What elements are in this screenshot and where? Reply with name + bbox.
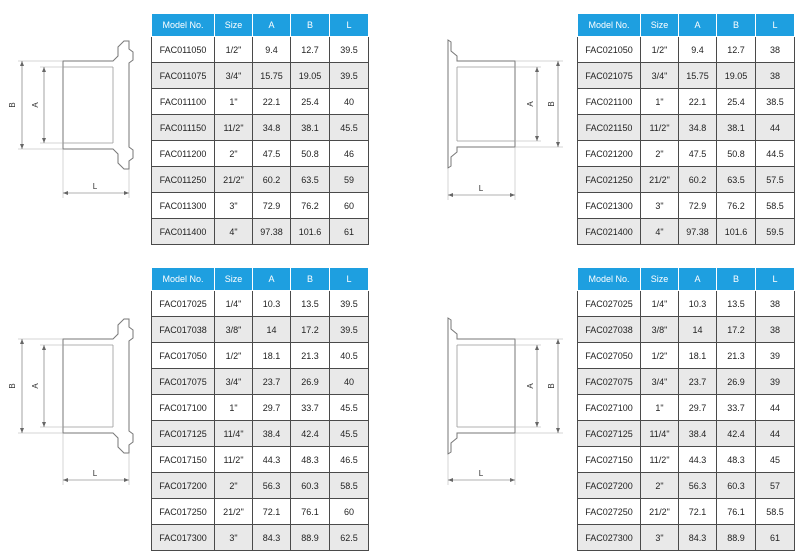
ferrule-drawing-svg xyxy=(445,30,570,205)
header-size: Size xyxy=(641,268,679,291)
dim-label-l: L xyxy=(478,469,484,478)
cell-a: 18.1 xyxy=(679,343,717,369)
cell-a: 18.1 xyxy=(253,343,291,369)
cell-l: 39 xyxy=(756,343,795,369)
cell-b: 48.3 xyxy=(291,447,330,473)
header-b: B xyxy=(291,14,330,37)
table-row xyxy=(578,291,795,317)
cell-a: 23.7 xyxy=(679,369,717,395)
cell-b: 13.5 xyxy=(717,291,756,317)
table-row xyxy=(152,193,369,219)
table-row xyxy=(578,447,795,473)
cell-a: 97.38 xyxy=(679,219,717,245)
cell-a: 22.1 xyxy=(253,89,291,115)
cell-l: 40.5 xyxy=(330,343,369,369)
table-row xyxy=(152,447,369,473)
cell-a: 44.3 xyxy=(679,447,717,473)
table-row xyxy=(152,525,369,551)
header-l: L xyxy=(756,268,795,291)
cell-b: 63.5 xyxy=(717,167,756,193)
table-row xyxy=(152,343,369,369)
cell-l: 44 xyxy=(756,395,795,421)
cell-b: 17.2 xyxy=(291,317,330,343)
header-model-no: Model No. xyxy=(152,14,215,37)
cell-a: 60.2 xyxy=(253,167,291,193)
cell-b: 76.2 xyxy=(717,193,756,219)
cell-b: 33.7 xyxy=(717,395,756,421)
cell-size: 3/8" xyxy=(641,317,679,343)
table-row xyxy=(578,343,795,369)
cell-model: FAC017250 xyxy=(152,499,215,525)
cell-l: 45.5 xyxy=(330,115,369,141)
cell-a: 97.38 xyxy=(253,219,291,245)
cell-model: FAC027050 xyxy=(578,343,641,369)
dim-label-b: B xyxy=(547,383,556,389)
cell-size: 3" xyxy=(215,193,253,219)
cell-model: FAC027300 xyxy=(578,525,641,551)
cell-l: 57 xyxy=(756,473,795,499)
cell-model: FAC027150 xyxy=(578,447,641,473)
cell-a: 15.75 xyxy=(679,63,717,89)
cell-b: 48.3 xyxy=(717,447,756,473)
table-row xyxy=(152,219,369,245)
cell-a: 72.9 xyxy=(253,193,291,219)
cell-size: 3" xyxy=(215,525,253,551)
table-row xyxy=(152,421,369,447)
cell-b: 33.7 xyxy=(291,395,330,421)
dim-label-a: A xyxy=(526,383,535,389)
cell-model: FAC011200 xyxy=(152,141,215,167)
table-row xyxy=(578,473,795,499)
cell-a: 14 xyxy=(679,317,717,343)
cell-size: 21/2" xyxy=(215,167,253,193)
cell-l: 39.5 xyxy=(330,317,369,343)
cell-b: 38.1 xyxy=(291,115,330,141)
cell-b: 50.8 xyxy=(717,141,756,167)
table-row xyxy=(152,115,369,141)
dim-label-a: A xyxy=(31,102,40,108)
header-b: B xyxy=(717,14,756,37)
cell-l: 40 xyxy=(330,369,369,395)
ferrule-drawing-fac027 xyxy=(445,293,570,493)
table-row xyxy=(152,63,369,89)
cell-size: 21/2" xyxy=(641,167,679,193)
cell-a: 15.75 xyxy=(253,63,291,89)
spec-table-fac021 xyxy=(577,13,795,245)
cell-size: 4" xyxy=(641,219,679,245)
cell-size: 1/2" xyxy=(215,37,253,63)
cell-l: 60 xyxy=(330,193,369,219)
spec-table-fac027 xyxy=(577,267,795,551)
cell-l: 44 xyxy=(756,421,795,447)
header-size: Size xyxy=(641,14,679,37)
cell-size: 1" xyxy=(641,89,679,115)
cell-b: 60.3 xyxy=(717,473,756,499)
header-b: B xyxy=(291,268,330,291)
table-row xyxy=(578,115,795,141)
cell-b: 17.2 xyxy=(717,317,756,343)
cell-l: 61 xyxy=(756,525,795,551)
cell-model: FAC017075 xyxy=(152,369,215,395)
cell-size: 11/2" xyxy=(641,115,679,141)
cell-model: FAC017038 xyxy=(152,317,215,343)
table-row xyxy=(152,37,369,63)
cell-b: 88.9 xyxy=(291,525,330,551)
table-row xyxy=(578,421,795,447)
dim-label-l: L xyxy=(92,182,98,191)
header-a: A xyxy=(253,268,291,291)
cell-b: 12.7 xyxy=(291,37,330,63)
cell-size: 2" xyxy=(641,473,679,499)
cell-model: FAC021050 xyxy=(578,37,641,63)
cell-model: FAC011250 xyxy=(152,167,215,193)
dim-label-l: L xyxy=(478,184,484,193)
cell-size: 1/4" xyxy=(641,291,679,317)
header-l: L xyxy=(330,268,369,291)
cell-model: FAC017125 xyxy=(152,421,215,447)
cell-a: 9.4 xyxy=(679,37,717,63)
ferrule-drawing-fac021 xyxy=(445,30,570,205)
table-row xyxy=(578,525,795,551)
cell-b: 76.1 xyxy=(291,499,330,525)
cell-b: 19.05 xyxy=(291,63,330,89)
cell-size: 2" xyxy=(215,141,253,167)
cell-l: 38 xyxy=(756,63,795,89)
cell-a: 72.1 xyxy=(679,499,717,525)
cell-a: 84.3 xyxy=(679,525,717,551)
table-row xyxy=(152,369,369,395)
cell-a: 29.7 xyxy=(679,395,717,421)
cell-model: FAC017150 xyxy=(152,447,215,473)
cell-b: 63.5 xyxy=(291,167,330,193)
table-row xyxy=(578,37,795,63)
cell-b: 42.4 xyxy=(291,421,330,447)
cell-model: FAC011150 xyxy=(152,115,215,141)
cell-l: 45 xyxy=(756,447,795,473)
cell-l: 58.5 xyxy=(756,499,795,525)
cell-size: 3/4" xyxy=(641,369,679,395)
table-row xyxy=(152,499,369,525)
table-row xyxy=(152,317,369,343)
cell-b: 25.4 xyxy=(291,89,330,115)
cell-l: 59 xyxy=(330,167,369,193)
cell-size: 11/2" xyxy=(215,115,253,141)
cell-l: 58.5 xyxy=(330,473,369,499)
cell-l: 60 xyxy=(330,499,369,525)
cell-size: 1" xyxy=(215,89,253,115)
cell-size: 21/2" xyxy=(215,499,253,525)
cell-size: 11/4" xyxy=(215,421,253,447)
cell-l: 39.5 xyxy=(330,37,369,63)
dim-label-b: B xyxy=(8,102,17,108)
cell-model: FAC027038 xyxy=(578,317,641,343)
cell-model: FAC027100 xyxy=(578,395,641,421)
header-model-no: Model No. xyxy=(152,268,215,291)
cell-model: FAC017200 xyxy=(152,473,215,499)
cell-size: 11/4" xyxy=(641,421,679,447)
dim-label-b: B xyxy=(8,383,17,389)
cell-l: 39 xyxy=(756,369,795,395)
cell-size: 4" xyxy=(215,219,253,245)
table-row xyxy=(578,89,795,115)
header-a: A xyxy=(679,268,717,291)
table-header-row xyxy=(152,268,369,291)
cell-a: 9.4 xyxy=(253,37,291,63)
cell-size: 2" xyxy=(641,141,679,167)
table-row xyxy=(152,291,369,317)
table-row xyxy=(578,395,795,421)
cell-a: 29.7 xyxy=(253,395,291,421)
cell-size: 3/4" xyxy=(641,63,679,89)
cell-b: 12.7 xyxy=(717,37,756,63)
cell-model: FAC021200 xyxy=(578,141,641,167)
cell-a: 47.5 xyxy=(253,141,291,167)
cell-b: 50.8 xyxy=(291,141,330,167)
table-row xyxy=(578,63,795,89)
cell-a: 38.4 xyxy=(253,421,291,447)
cell-l: 38.5 xyxy=(756,89,795,115)
cell-l: 45.5 xyxy=(330,421,369,447)
cell-a: 56.3 xyxy=(679,473,717,499)
cell-l: 38 xyxy=(756,317,795,343)
spec-table-fac017 xyxy=(151,267,369,551)
table-row xyxy=(578,369,795,395)
header-l: L xyxy=(330,14,369,37)
cell-model: FAC021075 xyxy=(578,63,641,89)
cell-a: 22.1 xyxy=(679,89,717,115)
cell-model: FAC021400 xyxy=(578,219,641,245)
cell-l: 61 xyxy=(330,219,369,245)
cell-size: 1/2" xyxy=(215,343,253,369)
cell-model: FAC027025 xyxy=(578,291,641,317)
cell-l: 62.5 xyxy=(330,525,369,551)
cell-a: 56.3 xyxy=(253,473,291,499)
cell-model: FAC017025 xyxy=(152,291,215,317)
table-row xyxy=(152,89,369,115)
table-row xyxy=(578,193,795,219)
header-model-no: Model No. xyxy=(578,268,641,291)
cell-a: 38.4 xyxy=(679,421,717,447)
cell-a: 72.1 xyxy=(253,499,291,525)
cell-l: 39.5 xyxy=(330,291,369,317)
table-row xyxy=(152,167,369,193)
table-row xyxy=(152,473,369,499)
cell-size: 21/2" xyxy=(641,499,679,525)
cell-l: 59.5 xyxy=(756,219,795,245)
cell-a: 47.5 xyxy=(679,141,717,167)
cell-size: 3" xyxy=(641,525,679,551)
ferrule-drawing-fac011 xyxy=(0,30,145,205)
header-size: Size xyxy=(215,14,253,37)
cell-size: 1/2" xyxy=(641,37,679,63)
table-row xyxy=(152,141,369,167)
cell-size: 3" xyxy=(641,193,679,219)
cell-l: 39.5 xyxy=(330,63,369,89)
ferrule-drawing-svg xyxy=(0,30,145,205)
cell-model: FAC027125 xyxy=(578,421,641,447)
ferrule-drawing-svg xyxy=(445,293,570,493)
table-header-row xyxy=(578,268,795,291)
cell-a: 72.9 xyxy=(679,193,717,219)
table-row xyxy=(578,141,795,167)
cell-model: FAC021300 xyxy=(578,193,641,219)
cell-b: 38.1 xyxy=(717,115,756,141)
cell-model: FAC017300 xyxy=(152,525,215,551)
cell-l: 44 xyxy=(756,115,795,141)
cell-model: FAC011075 xyxy=(152,63,215,89)
cell-model: FAC011300 xyxy=(152,193,215,219)
cell-model: FAC011400 xyxy=(152,219,215,245)
spec-table-fac011 xyxy=(151,13,369,245)
header-model-no: Model No. xyxy=(578,14,641,37)
header-b: B xyxy=(717,268,756,291)
cell-model: FAC021150 xyxy=(578,115,641,141)
cell-model: FAC021250 xyxy=(578,167,641,193)
cell-model: FAC011050 xyxy=(152,37,215,63)
cell-size: 1/2" xyxy=(641,343,679,369)
cell-l: 40 xyxy=(330,89,369,115)
cell-a: 84.3 xyxy=(253,525,291,551)
ferrule-drawing-fac017 xyxy=(0,293,145,493)
table-row xyxy=(578,317,795,343)
cell-b: 13.5 xyxy=(291,291,330,317)
cell-l: 57.5 xyxy=(756,167,795,193)
table-header-row xyxy=(152,14,369,37)
cell-size: 3/8" xyxy=(215,317,253,343)
cell-b: 25.4 xyxy=(717,89,756,115)
dim-label-b: B xyxy=(547,101,556,107)
cell-size: 3/4" xyxy=(215,369,253,395)
dim-label-l: L xyxy=(92,469,98,478)
cell-b: 21.3 xyxy=(291,343,330,369)
cell-size: 2" xyxy=(215,473,253,499)
cell-size: 1" xyxy=(215,395,253,421)
cell-b: 76.2 xyxy=(291,193,330,219)
cell-b: 101.6 xyxy=(291,219,330,245)
header-l: L xyxy=(756,14,795,37)
cell-model: FAC027200 xyxy=(578,473,641,499)
cell-b: 101.6 xyxy=(717,219,756,245)
header-size: Size xyxy=(215,268,253,291)
header-a: A xyxy=(679,14,717,37)
cell-l: 58.5 xyxy=(756,193,795,219)
dim-label-a: A xyxy=(526,101,535,107)
cell-a: 23.7 xyxy=(253,369,291,395)
cell-model: FAC027250 xyxy=(578,499,641,525)
cell-a: 10.3 xyxy=(679,291,717,317)
cell-b: 60.3 xyxy=(291,473,330,499)
table-row xyxy=(578,167,795,193)
cell-size: 3/4" xyxy=(215,63,253,89)
cell-b: 88.9 xyxy=(717,525,756,551)
table-row xyxy=(578,499,795,525)
header-a: A xyxy=(253,14,291,37)
cell-l: 38 xyxy=(756,37,795,63)
cell-b: 21.3 xyxy=(717,343,756,369)
cell-a: 14 xyxy=(253,317,291,343)
cell-model: FAC017050 xyxy=(152,343,215,369)
cell-l: 46 xyxy=(330,141,369,167)
cell-b: 19.05 xyxy=(717,63,756,89)
cell-b: 26.9 xyxy=(291,369,330,395)
cell-l: 45.5 xyxy=(330,395,369,421)
cell-a: 44.3 xyxy=(253,447,291,473)
cell-a: 34.8 xyxy=(679,115,717,141)
ferrule-drawing-svg xyxy=(0,293,145,493)
table-row xyxy=(152,395,369,421)
cell-l: 46.5 xyxy=(330,447,369,473)
cell-a: 10.3 xyxy=(253,291,291,317)
cell-b: 76.1 xyxy=(717,499,756,525)
cell-size: 1" xyxy=(641,395,679,421)
cell-size: 1/4" xyxy=(215,291,253,317)
cell-l: 38 xyxy=(756,291,795,317)
table-row xyxy=(578,219,795,245)
table-header-row xyxy=(578,14,795,37)
cell-size: 11/2" xyxy=(215,447,253,473)
cell-model: FAC021100 xyxy=(578,89,641,115)
cell-a: 34.8 xyxy=(253,115,291,141)
cell-b: 26.9 xyxy=(717,369,756,395)
cell-model: FAC027075 xyxy=(578,369,641,395)
cell-l: 44.5 xyxy=(756,141,795,167)
cell-size: 11/2" xyxy=(641,447,679,473)
dim-label-a: A xyxy=(31,383,40,389)
cell-model: FAC011100 xyxy=(152,89,215,115)
cell-a: 60.2 xyxy=(679,167,717,193)
cell-b: 42.4 xyxy=(717,421,756,447)
cell-model: FAC017100 xyxy=(152,395,215,421)
